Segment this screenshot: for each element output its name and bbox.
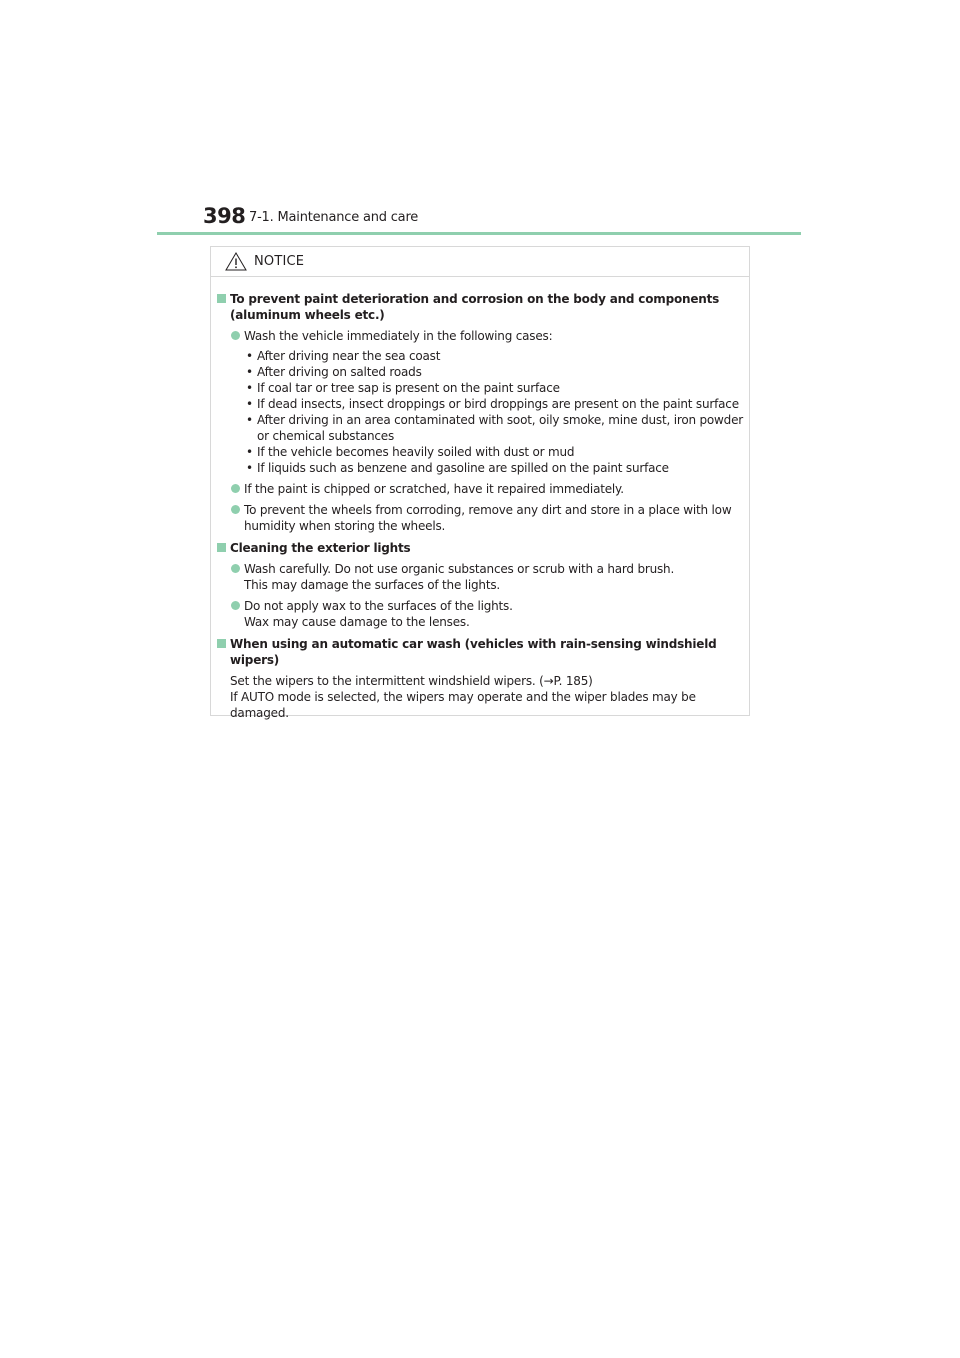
heading-text: To prevent paint deterioration and corrosion on the body and components (aluminum wheels etc.) xyxy=(230,292,720,322)
sub-item: • If coal tar or tree sap is present on the paint surface xyxy=(246,381,560,395)
bullet-item xyxy=(215,598,743,630)
square-bullet-icon xyxy=(217,639,226,648)
sub-item: • After driving on salted roads xyxy=(246,365,422,379)
bullet-text: This may damage the surfaces of the lights. xyxy=(244,578,500,592)
bullet-text: Wash carefully. Do not use organic substances or scrub with a hard brush. xyxy=(244,562,675,576)
bullet-text: Wash the vehicle immediately in the following cases: xyxy=(244,329,553,343)
sub-item: • If dead insects, insect droppings or bird droppings are present on the paint surface xyxy=(246,397,739,411)
sub-item: • If the vehicle becomes heavily soiled with dust or mud xyxy=(246,445,575,459)
paragraph-text: If AUTO mode is selected, the wipers may operate and the wiper blades may be damaged. xyxy=(230,690,696,720)
section-heading-car-wash xyxy=(215,636,743,668)
square-bullet-icon xyxy=(217,294,226,303)
bullet-item xyxy=(215,502,743,534)
bullet-item xyxy=(215,561,743,593)
notice-body xyxy=(211,277,749,721)
bullet-text: Do not apply wax to the surfaces of the lights. xyxy=(244,599,513,613)
page-number: 398 xyxy=(203,204,246,228)
sub-item: • After driving near the sea coast xyxy=(246,349,441,363)
bullet-text: To prevent the wheels from corroding, remove any dirt and store in a place with low humidity when storing the wheels. xyxy=(244,503,732,533)
header-rule xyxy=(157,232,801,235)
round-bullet-icon xyxy=(231,505,240,514)
bullet-item xyxy=(215,328,743,476)
paragraph xyxy=(215,673,743,721)
bullet-text: Wax may cause damage to the lenses. xyxy=(244,615,470,629)
sub-list xyxy=(244,348,743,476)
section-heading-paint xyxy=(215,291,743,323)
notice-label: NOTICE xyxy=(254,254,305,269)
round-bullet-icon xyxy=(231,601,240,610)
sub-item: • After driving in an area contaminated with soot, oily smoke, mine dust, iron powder or chemical substances xyxy=(246,413,743,443)
round-bullet-icon xyxy=(231,484,240,493)
paragraph-text: Set the wipers to the intermittent windshield wipers. (→P. 185) xyxy=(230,674,593,688)
warning-triangle-icon xyxy=(225,252,247,271)
round-bullet-icon xyxy=(231,331,240,340)
section-heading-lights xyxy=(215,540,743,556)
round-bullet-icon xyxy=(231,564,240,573)
bullet-text: If the paint is chipped or scratched, have it repaired immediately. xyxy=(244,482,624,496)
section-title: 7-1. Maintenance and care xyxy=(249,210,419,225)
sub-item: • If liquids such as benzene and gasoline are spilled on the paint surface xyxy=(246,461,669,475)
heading-text: When using an automatic car wash (vehicles with rain-sensing windshield wipers) xyxy=(230,637,717,667)
bullet-item xyxy=(215,481,743,497)
heading-text: Cleaning the exterior lights xyxy=(230,541,411,555)
notice-header xyxy=(211,247,749,277)
square-bullet-icon xyxy=(217,543,226,552)
notice-box xyxy=(210,246,750,720)
